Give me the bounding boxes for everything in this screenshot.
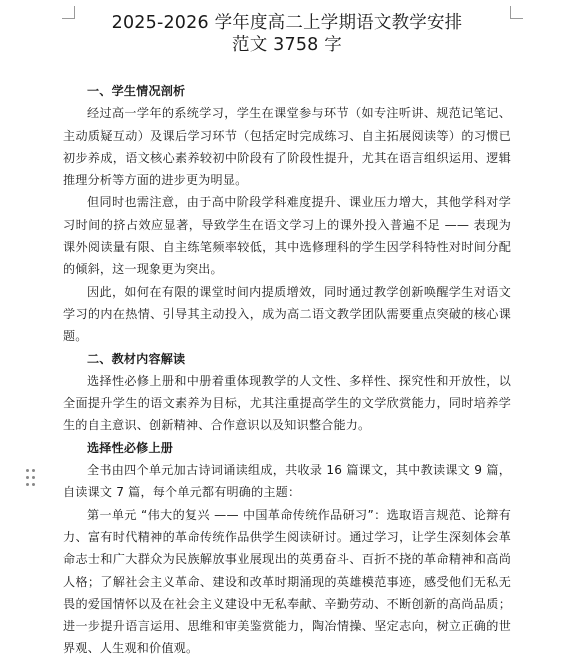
section-heading: 选择性必修上册 bbox=[87, 440, 174, 455]
title-line-2: 范文 3758 字 bbox=[232, 35, 342, 55]
section-heading: 二、教材内容解读 bbox=[87, 351, 186, 366]
paragraph: 因此，如何在有限的课堂时间内提质增效，同时通过教学创新唤醒学生对语文学习的内在热情、引导其主动投入，成为高二语文教学团队需要重点突破的核心课题。 bbox=[63, 284, 511, 344]
paragraph: 全书由四个单元加古诗词诵读组成，共收录 16 篇课文，其中教读课文 9 篇，自读课文 7 篇，每个单元都有明确的主题： bbox=[63, 463, 511, 500]
paragraph: 第一单元 “伟大的复兴 —— 中国革命传统作品研习”：选取语言规范、论辩有力、富有时代精神的革命传统作品供学生阅读研讨。通过学习，让学生深刻体会革命志士和广大群众为民族解放事业展现出的英勇奋斗、百折不挠的革命精神和高尚人格；了解社会主义革命、建设和改革时期涌现的英雄模范事迹，感受他们无私无畏的爱国情怀以及在社会主义建设中无私奉献、辛勤劳动、不断创新的高尚品质；进一步提升语言运用、思维和审美鉴赏能力，陶冶情操、坚定志向，树立正确的世界观、人生观和价值观。 bbox=[63, 507, 511, 656]
drag-handle-icon[interactable] bbox=[26, 469, 36, 487]
paragraph: 但同时也需注意，由于高中阶段学科难度提升、课业压力增大，其他学科对学习时间的挤占效应显著，导致学生在语文学习上的课外投入普遍不足 —— 表现为课外阅读量有限、自主练笔频率较低，其中选修理科的学生因学科特性对时间分配的倾斜，这一现象更为突出。 bbox=[63, 195, 511, 277]
section-heading: 一、学生情况剖析 bbox=[87, 84, 186, 98]
crop-mark-top-right bbox=[510, 6, 523, 19]
document-page bbox=[63, 0, 511, 660]
title-line-1: 2025-2026 学年度高二上学期语文教学安排 bbox=[111, 13, 463, 33]
document-title bbox=[63, 12, 511, 56]
paragraph: 选择性必修上册和中册着重体现教学的人文性、多样性、探究性和开放性，以全面提升学生的语文素养为目标，尤其注重提高学生的文学欣赏能力，同时培养学生的自主意识、创新精神、合作意识以及知识整合能力。 bbox=[63, 373, 511, 433]
paragraph: 经过高一学年的系统学习，学生在课堂参与环节（如专注听讲、规范记笔记、主动质疑互动）及课后学习环节（包括定时完成练习、自主拓展阅读等）的习惯已初步养成，语文核心素养较初中阶段有了阶段性提升，尤其在语言组织运用、逻辑推理分析等方面的进步更为明显。 bbox=[63, 106, 511, 188]
document-body bbox=[63, 80, 511, 660]
